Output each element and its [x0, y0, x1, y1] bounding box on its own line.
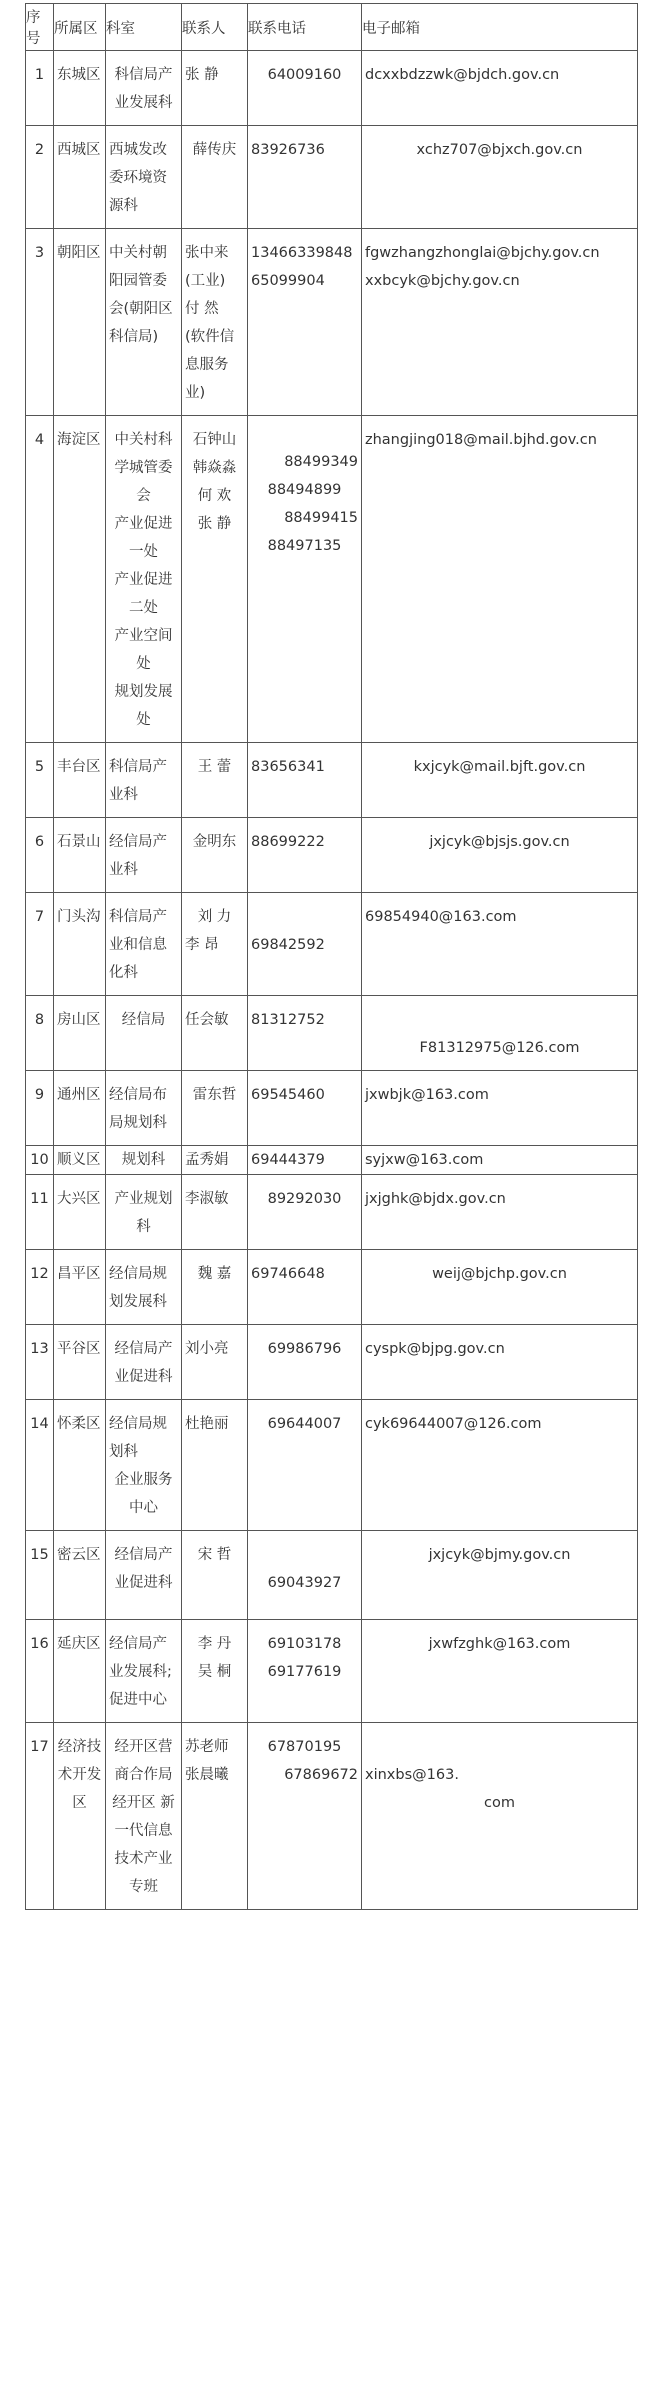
email-line: cyk69644007@126.com [365, 1416, 542, 1432]
department-line: 科信局产 [114, 67, 173, 83]
department [106, 1175, 182, 1250]
phone [248, 126, 362, 229]
district-value: 石景山 [57, 834, 101, 850]
row-number [26, 1531, 54, 1620]
department-line: 业发展科 [114, 95, 173, 111]
contact-person-line: 吴 桐 [197, 1664, 232, 1680]
email-line: jxjghk@bjdx.gov.cn [365, 1191, 506, 1207]
phone-line: 67869672 [284, 1767, 358, 1783]
phone [248, 818, 362, 893]
email [362, 996, 638, 1071]
department-line: 科信局产 [109, 759, 167, 775]
email-line: 69854940@163.com [365, 909, 517, 925]
email-line: jxjcyk@bjmy.gov.cn [428, 1547, 571, 1563]
table-row [26, 1250, 638, 1325]
contact-person-line: 刘小亮 [185, 1341, 229, 1357]
department-line: 化科 [109, 965, 138, 981]
phone-line: 69842592 [251, 937, 325, 953]
department-line: 企业服务 [114, 1472, 173, 1488]
row-number-value: 2 [34, 142, 45, 158]
district [54, 1400, 106, 1531]
phone-line: 89292030 [267, 1191, 342, 1207]
department [106, 229, 182, 416]
email [362, 416, 638, 743]
department-line: 科信局产 [109, 909, 167, 925]
contact-person [182, 1175, 248, 1250]
row-number-value: 7 [34, 909, 45, 925]
row-number-value: 1 [34, 67, 45, 83]
contact-person-line: 张晨曦 [185, 1767, 229, 1783]
department [106, 893, 182, 996]
table-row [26, 1723, 638, 1910]
email [362, 1531, 638, 1620]
table-row [26, 893, 638, 996]
email [362, 1071, 638, 1146]
email [362, 1400, 638, 1531]
department-line: 规划发展 [114, 684, 173, 700]
email-line: jxwfzghk@163.com [428, 1636, 571, 1652]
header-no: 序号 [26, 4, 54, 51]
table-row [26, 996, 638, 1071]
contact-person [182, 1146, 248, 1175]
row-number [26, 416, 54, 743]
email [362, 126, 638, 229]
department-line: 处 [136, 656, 151, 672]
department [106, 1531, 182, 1620]
contact-person [182, 1400, 248, 1531]
department [106, 1250, 182, 1325]
phone [248, 1325, 362, 1400]
phone [248, 1175, 362, 1250]
phone-line: 69986796 [267, 1341, 342, 1357]
department-line: 经信局产 [109, 834, 167, 850]
table-row [26, 743, 638, 818]
department-line: 经开区 新 [112, 1795, 175, 1811]
department [106, 1146, 182, 1175]
phone [248, 416, 362, 743]
contact-person [182, 229, 248, 416]
contact-person [182, 1325, 248, 1400]
row-number [26, 996, 54, 1071]
contact-person-line: 张中来 [185, 245, 229, 261]
district [54, 126, 106, 229]
department-line: 促进中心 [109, 1692, 167, 1708]
department-line: 经信局规 [109, 1416, 167, 1432]
department-line: 业科 [109, 787, 138, 803]
contact-person-line: 业) [185, 385, 206, 401]
row-number [26, 51, 54, 126]
district [54, 416, 106, 743]
email [362, 1325, 638, 1400]
table-row [26, 818, 638, 893]
department-line: 业发展科; [109, 1664, 172, 1680]
department [106, 818, 182, 893]
district [54, 893, 106, 996]
email [362, 743, 638, 818]
district-value: 怀柔区 [57, 1416, 101, 1432]
row-number [26, 893, 54, 996]
table-row [26, 1146, 638, 1175]
row-number [26, 1620, 54, 1723]
department-line: 划科 [109, 1444, 138, 1460]
district-value: 丰台区 [57, 759, 101, 775]
row-number [26, 1250, 54, 1325]
phone [248, 51, 362, 126]
district [54, 1723, 106, 1910]
email [362, 893, 638, 996]
contact-person [182, 416, 248, 743]
email-line: kxjcyk@mail.bjft.gov.cn [413, 759, 586, 775]
contact-person-line: 付 然 [185, 301, 219, 317]
header-row [26, 4, 638, 51]
phone-line: 65099904 [251, 273, 325, 289]
department-line: 经信局布 [109, 1087, 167, 1103]
row-number-value: 9 [34, 1087, 45, 1103]
phone-line: 83656341 [251, 759, 325, 775]
email-line: weij@bjchp.gov.cn [432, 1266, 567, 1282]
row-number [26, 1325, 54, 1400]
row-number-value: 11 [30, 1191, 49, 1207]
department-line: 经开区营 [114, 1739, 173, 1755]
row-number [26, 1400, 54, 1531]
district [54, 1250, 106, 1325]
email-line: xinxbs@163. [365, 1767, 459, 1783]
department-line: 科信局) [109, 329, 159, 345]
contact-person-line: 韩焱淼 [192, 460, 237, 476]
email [362, 1723, 638, 1910]
contact-person [182, 743, 248, 818]
department-line: 规划科 [121, 1152, 166, 1168]
contact-person-line: 薛传庆 [192, 142, 237, 158]
contact-person-line: 张 静 [185, 67, 219, 83]
contact-person-line: 王 蕾 [197, 759, 232, 775]
department-line: 中心 [129, 1500, 158, 1516]
phone-line: 88497135 [267, 538, 342, 554]
phone [248, 229, 362, 416]
contact-person-line: (工业) [185, 273, 226, 289]
district [54, 1146, 106, 1175]
row-number [26, 126, 54, 229]
row-number [26, 818, 54, 893]
contact-person-line: 石钟山 [192, 432, 237, 448]
header-dept: 科室 [106, 4, 182, 51]
table-row [26, 1175, 638, 1250]
row-number-value: 16 [30, 1636, 49, 1652]
district-value: 通州区 [57, 1087, 101, 1103]
district [54, 1620, 106, 1723]
department-line: 源科 [109, 198, 138, 214]
email [362, 818, 638, 893]
department-line: 产业规划 [114, 1191, 173, 1207]
row-number [26, 743, 54, 818]
department-line: 一处 [129, 544, 158, 560]
phone [248, 743, 362, 818]
contact-person-line: 宋 哲 [197, 1547, 232, 1563]
department-line: 会(朝阳区 [109, 301, 173, 317]
phone [248, 996, 362, 1071]
department-line: 产业促进 [114, 516, 173, 532]
email-line: syjxw@163.com [365, 1152, 484, 1168]
row-number-value: 17 [30, 1739, 49, 1755]
row-number-value: 10 [30, 1152, 49, 1168]
table-row [26, 1620, 638, 1723]
department-line: 业促进科 [114, 1369, 173, 1385]
district-value: 大兴区 [57, 1191, 101, 1207]
phone-line: 69444379 [251, 1152, 325, 1168]
department-line: 会 [136, 488, 151, 504]
department [106, 996, 182, 1071]
district-value: 海淀区 [57, 432, 101, 448]
contact-person-line: 李 昂 [185, 937, 219, 953]
department [106, 51, 182, 126]
phone-line: 13466339848 [251, 245, 353, 261]
phone [248, 1723, 362, 1910]
department-line: 专班 [129, 1879, 158, 1895]
row-number-value: 13 [30, 1341, 49, 1357]
row-number-value: 3 [34, 245, 45, 261]
phone-line: 69746648 [251, 1266, 325, 1282]
table-row [26, 51, 638, 126]
row-number [26, 229, 54, 416]
contact-person-line: 息服务 [185, 357, 229, 373]
email [362, 1146, 638, 1175]
email-line: dcxxbdzzwk@bjdch.gov.cn [365, 67, 560, 83]
phone-line: 69644007 [267, 1416, 342, 1432]
district-value: 经济技术开发区 [57, 1739, 102, 1811]
contact-person [182, 893, 248, 996]
row-number-value: 5 [34, 759, 45, 775]
phone [248, 1400, 362, 1531]
department-line: 西城发改 [109, 142, 167, 158]
district [54, 1175, 106, 1250]
department-line: 一代信息 [114, 1823, 173, 1839]
district [54, 1071, 106, 1146]
table-row [26, 1400, 638, 1531]
phone-line: 88699222 [251, 834, 325, 850]
email [362, 51, 638, 126]
contact-person [182, 1723, 248, 1910]
contact-person [182, 1531, 248, 1620]
department-line: 商合作局 [114, 1767, 173, 1783]
row-number-value: 4 [34, 432, 45, 448]
department-line: 技术产业 [114, 1851, 173, 1867]
email-line: xchz707@bjxch.gov.cn [416, 142, 583, 158]
district-value: 朝阳区 [57, 245, 101, 261]
district [54, 51, 106, 126]
phone-line: 69545460 [251, 1087, 325, 1103]
contact-person-line: (软件信 [185, 329, 235, 345]
department-line: 学城管委 [114, 460, 173, 476]
phone-line: 64009160 [267, 67, 342, 83]
contact-person [182, 126, 248, 229]
department-line: 划发展科 [109, 1294, 167, 1310]
department-line: 业促进科 [114, 1575, 173, 1591]
row-number-value: 14 [30, 1416, 49, 1432]
phone-line: 69177619 [267, 1664, 342, 1680]
department-line: 二处 [129, 600, 158, 616]
district-value: 延庆区 [57, 1636, 101, 1652]
department-line: 经信局产 [114, 1341, 173, 1357]
phone [248, 1531, 362, 1620]
contact-person-line: 任会敏 [185, 1012, 229, 1028]
phone-line: 83926736 [251, 142, 325, 158]
department [106, 1723, 182, 1910]
contact-person-line: 雷东哲 [192, 1087, 237, 1103]
contact-person [182, 1620, 248, 1723]
email [362, 1175, 638, 1250]
district-value: 西城区 [57, 142, 101, 158]
email-line: com [484, 1795, 515, 1811]
department [106, 1071, 182, 1146]
phone-line: 69043927 [267, 1575, 342, 1591]
phone [248, 1620, 362, 1723]
district-value: 密云区 [57, 1547, 101, 1563]
email-line: jxwbjk@163.com [365, 1087, 489, 1103]
department-line: 局规划科 [109, 1115, 167, 1131]
phone-line: 88499349 [284, 454, 358, 470]
phone-line: 81312752 [251, 1012, 325, 1028]
district [54, 996, 106, 1071]
table-row [26, 229, 638, 416]
contact-person-line: 李淑敏 [185, 1191, 229, 1207]
row-number [26, 1146, 54, 1175]
contact-person-line: 李 丹 [197, 1636, 232, 1652]
phone [248, 1146, 362, 1175]
email-line: cyspk@bjpg.gov.cn [365, 1341, 505, 1357]
contact-person [182, 1250, 248, 1325]
row-number-value: 15 [30, 1547, 49, 1563]
contacts-table [25, 3, 638, 1910]
email-line: xxbcyk@bjchy.gov.cn [365, 273, 520, 289]
department-line: 委环境资 [109, 170, 167, 186]
district [54, 1325, 106, 1400]
department [106, 1400, 182, 1531]
phone [248, 893, 362, 996]
department [106, 743, 182, 818]
district [54, 818, 106, 893]
department-line: 经信局产 [114, 1547, 173, 1563]
header-district: 所属区 [54, 4, 106, 51]
contact-person-line: 金明东 [192, 834, 237, 850]
department-line: 产业空间 [114, 628, 173, 644]
contact-person-line: 张 静 [197, 516, 232, 532]
department-line: 阳园管委 [109, 273, 167, 289]
contact-person [182, 818, 248, 893]
contact-person [182, 51, 248, 126]
district-value: 房山区 [57, 1012, 101, 1028]
district-value: 昌平区 [57, 1266, 101, 1282]
phone-line: 67870195 [267, 1739, 342, 1755]
table-row [26, 1531, 638, 1620]
table-row [26, 1325, 638, 1400]
email [362, 1620, 638, 1723]
department-line: 业和信息 [109, 937, 167, 953]
department-line: 经信局 [121, 1012, 166, 1028]
contact-person [182, 1071, 248, 1146]
header-phone: 联系电话 [248, 4, 362, 51]
phone [248, 1071, 362, 1146]
row-number [26, 1071, 54, 1146]
department-line: 中关村科 [114, 432, 173, 448]
email [362, 1250, 638, 1325]
district-value: 东城区 [57, 67, 101, 83]
district [54, 229, 106, 416]
table-row [26, 126, 638, 229]
department-line: 业科 [109, 862, 138, 878]
department-line: 经信局规 [109, 1266, 167, 1282]
contact-person-line: 苏老师 [185, 1739, 229, 1755]
row-number [26, 1723, 54, 1910]
email-line: fgwzhangzhonglai@bjchy.gov.cn [365, 245, 600, 261]
contact-person-line: 魏 嘉 [197, 1266, 232, 1282]
contact-person-line: 孟秀娟 [185, 1152, 229, 1168]
district [54, 1531, 106, 1620]
department-line: 经信局产 [109, 1636, 167, 1652]
contact-person [182, 996, 248, 1071]
row-number-value: 12 [30, 1266, 49, 1282]
department-line: 处 [136, 712, 151, 728]
row-number-value: 6 [34, 834, 45, 850]
department [106, 1325, 182, 1400]
email-line: F81312975@126.com [419, 1040, 580, 1056]
phone-line: 88494899 [267, 482, 342, 498]
department-line: 科 [136, 1219, 151, 1235]
department-line: 产业促进 [114, 572, 173, 588]
email [362, 229, 638, 416]
email-line: zhangjing018@mail.bjhd.gov.cn [365, 432, 597, 448]
district [54, 743, 106, 818]
contact-person-line: 刘 力 [197, 909, 232, 925]
department [106, 1620, 182, 1723]
phone-line: 69103178 [267, 1636, 342, 1652]
header-contact: 联系人 [182, 4, 248, 51]
phone [248, 1250, 362, 1325]
table-row [26, 416, 638, 743]
department [106, 416, 182, 743]
header-email: 电子邮箱 [362, 4, 638, 51]
phone-line: 88499415 [284, 510, 358, 526]
department-line: 中关村朝 [109, 245, 167, 261]
district-value: 门头沟 [57, 909, 101, 925]
email-line: jxjcyk@bjsjs.gov.cn [429, 834, 570, 850]
department [106, 126, 182, 229]
contact-person-line: 杜艳丽 [185, 1416, 229, 1432]
row-number [26, 1175, 54, 1250]
contact-person-line: 何 欢 [197, 488, 232, 504]
district-value: 平谷区 [57, 1341, 101, 1357]
row-number-value: 8 [34, 1012, 45, 1028]
table-row [26, 1071, 638, 1146]
district-value: 顺义区 [57, 1152, 101, 1168]
